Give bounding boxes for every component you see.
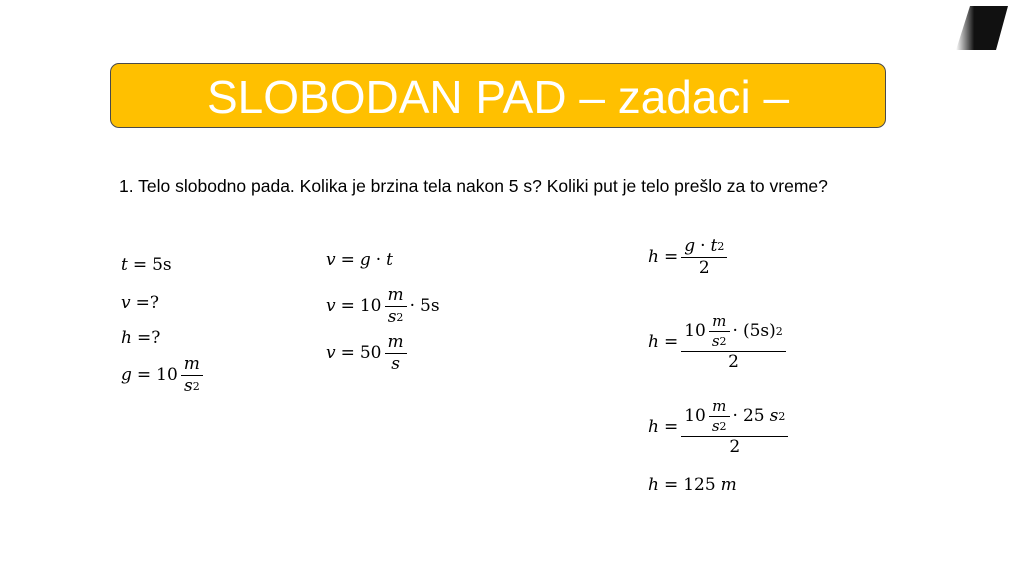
height-simplified-fraction: 10 m s 2 · 25 s 2 2 [681, 399, 788, 456]
height-substitution-unit: m s 2 [709, 314, 730, 349]
velocity-result: v = 50 $\frac{m}{s}$ [326, 334, 410, 373]
height-formula: h = g · t 2 2 [648, 238, 730, 277]
height-formula-fraction: g · t 2 2 [681, 238, 727, 277]
given-time: t = 5s [121, 255, 172, 275]
given-velocity: v =? [121, 293, 159, 313]
gravity-unit-fraction: m s 2 [181, 356, 203, 395]
velocity-substitution: v = 10 m s 2 · 5s [326, 285, 440, 327]
slide-title: SLOBODAN PAD – zadaci – [206, 70, 790, 123]
given-gravity: g = 10 m s 2 [121, 356, 206, 395]
height-substitution-fraction: 10 m s 2 · (5s) 2 2 [681, 314, 786, 371]
problem-statement: 1. Telo slobodno pada. Kolika je brzina tela nakon 5 s? Koliki put je telo prešlo za to vreme? [119, 176, 828, 196]
slide-title-banner [110, 63, 886, 128]
height-result: h = 125 m [648, 475, 737, 495]
given-height: h =? [121, 328, 161, 348]
corner-decoration [956, 6, 1008, 50]
velocity-unit-fraction: m s 2 [385, 287, 407, 326]
velocity-formula: v = g · t [326, 250, 393, 270]
height-substitution: h = 10 m s 2 · (5s) 2 2 [648, 314, 789, 371]
height-simplified: h = 10 m s 2 · 25 s 2 2 [648, 399, 791, 456]
height-simplified-unit: m s 2 [709, 399, 730, 434]
velocity-result-fraction: $\frac{m}{s}$ [385, 334, 407, 373]
